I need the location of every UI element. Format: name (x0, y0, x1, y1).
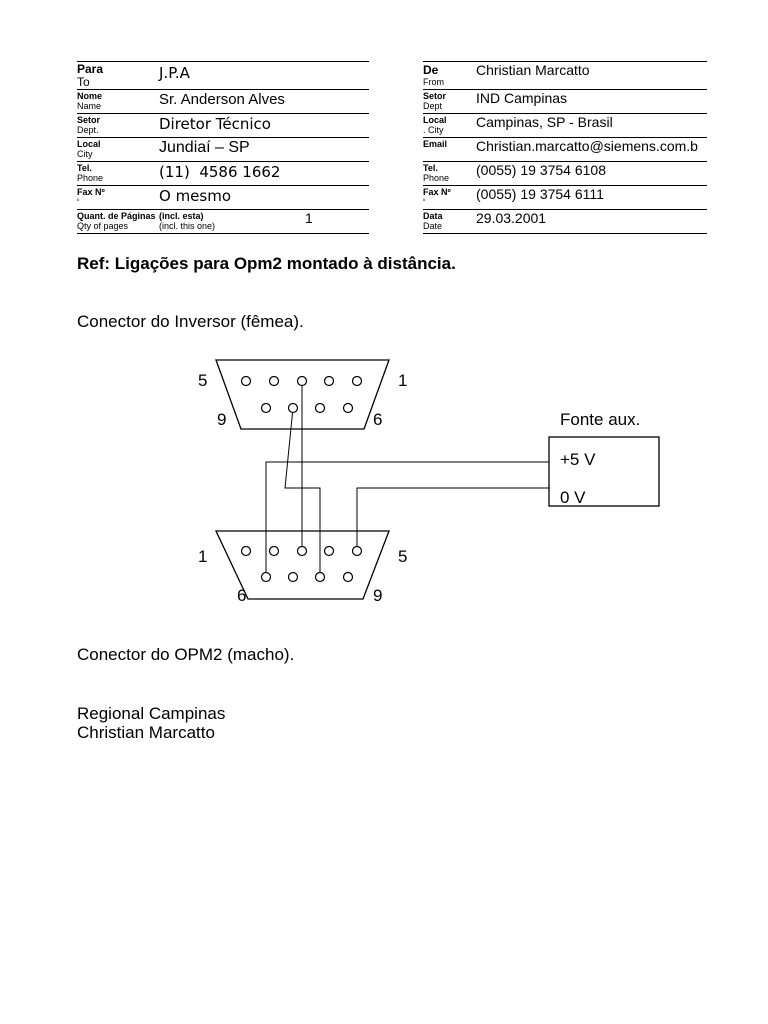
city-label-en: City (77, 149, 93, 159)
to-label-en: To (77, 75, 90, 89)
inverter-pin-5 (242, 377, 251, 386)
inverter-pin-3 (298, 377, 307, 386)
phone-label: Tel. (77, 163, 92, 173)
city-value: Jundiaí – SP (159, 139, 250, 156)
from-dept-value: IND Campinas (476, 90, 568, 106)
opm2-label-bl: 6 (237, 586, 247, 605)
pages-value: 1 (305, 210, 313, 226)
opm2-pin-1 (242, 547, 251, 556)
inverter-pin-8 (289, 404, 298, 413)
name-value: Sr. Anderson Alves (159, 91, 285, 108)
inverter-label-tr: 1 (398, 371, 408, 390)
reference-line: Ref: Ligações para Opm2 montado à distância. (77, 254, 456, 273)
from-fax-label: Fax Nº (423, 187, 451, 197)
from-city-value: Campinas, SP - Brasil (476, 114, 613, 130)
opm2-label-tr: 5 (398, 547, 408, 566)
fax-label: Fax Nº (77, 187, 105, 197)
inverter-connector-caption: Conector do Inversor (fêmea). (77, 312, 304, 331)
from-phone-label: Tel. (423, 163, 438, 173)
from-fax-value: (0055) 19 3754 6111 (476, 186, 604, 202)
phone-label-en: Phone (77, 173, 104, 183)
opm2-pin-6 (262, 573, 271, 582)
inverter-label-br: 6 (373, 410, 383, 429)
opm2-pin-3 (298, 547, 307, 556)
from-value: Christian Marcatto (476, 62, 590, 78)
pages-incl-label: (incl. esta) (159, 211, 204, 221)
pages-label: Quant. de Páginas (77, 211, 156, 221)
from-label: De (423, 63, 439, 77)
dept-label: Setor (77, 115, 101, 125)
opm2-pin-7 (289, 573, 298, 582)
aux-supply-plus5v: +5 V (560, 450, 596, 469)
date-label-en: Date (423, 221, 443, 231)
wire-plus5v (266, 462, 549, 577)
fax-value: O mesmo (159, 187, 232, 205)
aux-supply-title: Fonte aux. (560, 410, 641, 429)
email-value: Christian.marcatto@siemens.com.b (476, 138, 698, 154)
signature-name: Christian Marcatto (77, 723, 215, 742)
signature-region: Regional Campinas (77, 704, 226, 723)
fax-label-en: º (77, 199, 80, 205)
inverter-pin-6 (344, 404, 353, 413)
inverter-pin-9 (262, 404, 271, 413)
inverter-pin-2 (325, 377, 334, 386)
opm2-pin-9 (344, 573, 353, 582)
from-city-label: Local (423, 115, 447, 125)
opm2-pin-4 (325, 547, 334, 556)
from-fax-label-en: º (423, 199, 426, 205)
to-label: Para (77, 62, 104, 76)
inverter-pin-4 (270, 377, 279, 386)
inverter-pin-7 (316, 404, 325, 413)
opm2-pin-5 (353, 547, 362, 556)
to-value: J.P.A (159, 64, 190, 82)
opm2-pin-8 (316, 573, 325, 582)
inverter-label-tl: 5 (198, 371, 208, 390)
date-label: Data (423, 211, 443, 221)
aux-supply-zero-v: 0 V (560, 488, 586, 507)
opm2-connector-caption: Conector do OPM2 (macho). (77, 645, 295, 664)
wire-zero-v (357, 488, 549, 551)
from-label-en: From (423, 77, 444, 87)
from-phone-value: (0055) 19 3754 6108 (476, 162, 606, 178)
inverter-pin-1 (353, 377, 362, 386)
opm2-label-br: 9 (373, 586, 383, 605)
phone-value: (11) 4586 1662 (159, 163, 281, 181)
name-label: Nome (77, 91, 103, 101)
pages-label-en: Qty of pages (77, 221, 129, 231)
opm2-label-tl: 1 (198, 547, 208, 566)
dept-value: Diretor Técnico (159, 115, 271, 133)
from-dept-label: Setor (423, 91, 447, 101)
email-label: Email (423, 139, 448, 149)
date-value: 29.03.2001 (476, 210, 547, 226)
dept-label-en: Dept. (77, 125, 99, 135)
inverter-label-bl: 9 (217, 410, 227, 429)
from-phone-label-en: Phone (423, 173, 450, 183)
pages-incl-label-en: (incl. this one) (159, 221, 216, 231)
opm2-pin-2 (270, 547, 279, 556)
city-label: Local (77, 139, 101, 149)
from-dept-label-en: Dept (423, 101, 443, 111)
from-city-label-en: . City (423, 125, 444, 135)
name-label-en: Name (77, 101, 102, 111)
